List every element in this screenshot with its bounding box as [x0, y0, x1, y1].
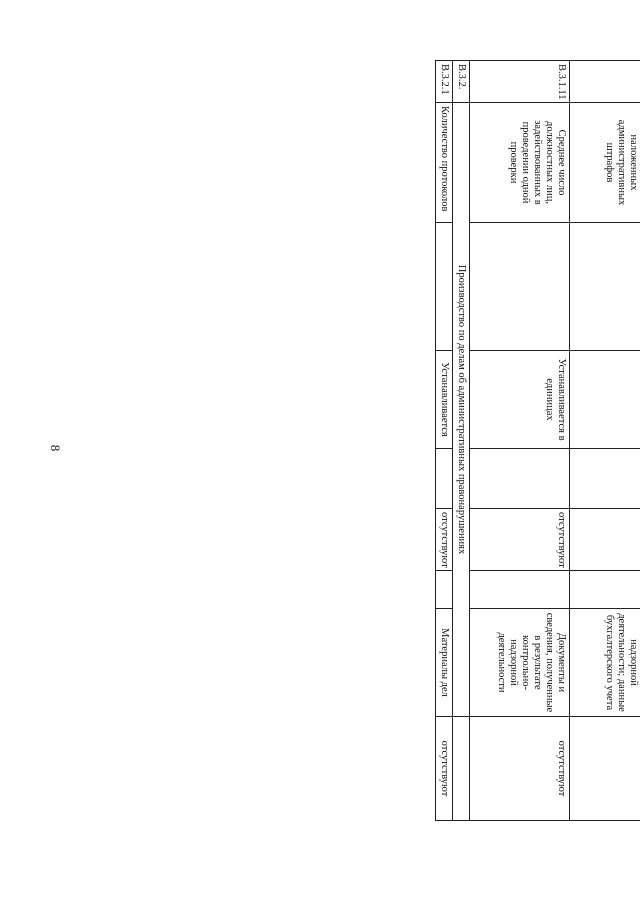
cell-target	[436, 571, 453, 609]
section-index: В.3.2.	[453, 61, 470, 103]
section-row	[453, 61, 470, 821]
cell-name: Среднее число должностных лиц, задействованных в проведении одной проверки	[470, 103, 570, 223]
cell-docs: отсутствуют	[436, 717, 453, 821]
cell-index	[570, 61, 640, 103]
cell-index: В.3.1.11	[470, 61, 570, 103]
cell-target	[470, 571, 570, 609]
table-row	[570, 61, 640, 821]
cell-formula	[570, 223, 640, 351]
cell-target	[570, 571, 640, 609]
cell-formula	[470, 223, 570, 351]
cell-name: наложенных административных штрафов	[570, 103, 640, 223]
cell-name: Количество протоколов	[436, 103, 453, 223]
section-title: Производство по делам об административных правонарушениях	[453, 103, 470, 717]
cell-comment	[570, 351, 640, 449]
table-row	[470, 61, 570, 821]
cell-index: В.3.2.1	[436, 61, 453, 103]
cell-value	[436, 449, 453, 509]
cell-intl	[570, 509, 640, 571]
cell-value	[570, 449, 640, 509]
page-number: 8	[48, 444, 63, 452]
cell-source: Документы и сведения, полученные в результате контрольно-надзорной деятельности	[470, 609, 570, 717]
cell-intl: отсутствуют	[470, 509, 570, 571]
indicator-table-rotated	[439, 60, 640, 820]
indicator-table	[435, 60, 640, 821]
cell-docs	[570, 717, 640, 821]
cell-source: надзорной деятельности; данные бухгалтерского учета	[570, 609, 640, 717]
cell-comment: Устанавливается в единицах	[470, 351, 570, 449]
cell-docs: отсутствуют	[470, 717, 570, 821]
cell-intl: отсутствуют	[436, 509, 453, 571]
cell-comment: Устанавливается	[436, 351, 453, 449]
section-docs-empty	[453, 717, 470, 821]
cell-source: Материалы дел	[436, 609, 453, 717]
cell-value	[470, 449, 570, 509]
table-row	[436, 61, 453, 821]
cell-formula	[436, 223, 453, 351]
